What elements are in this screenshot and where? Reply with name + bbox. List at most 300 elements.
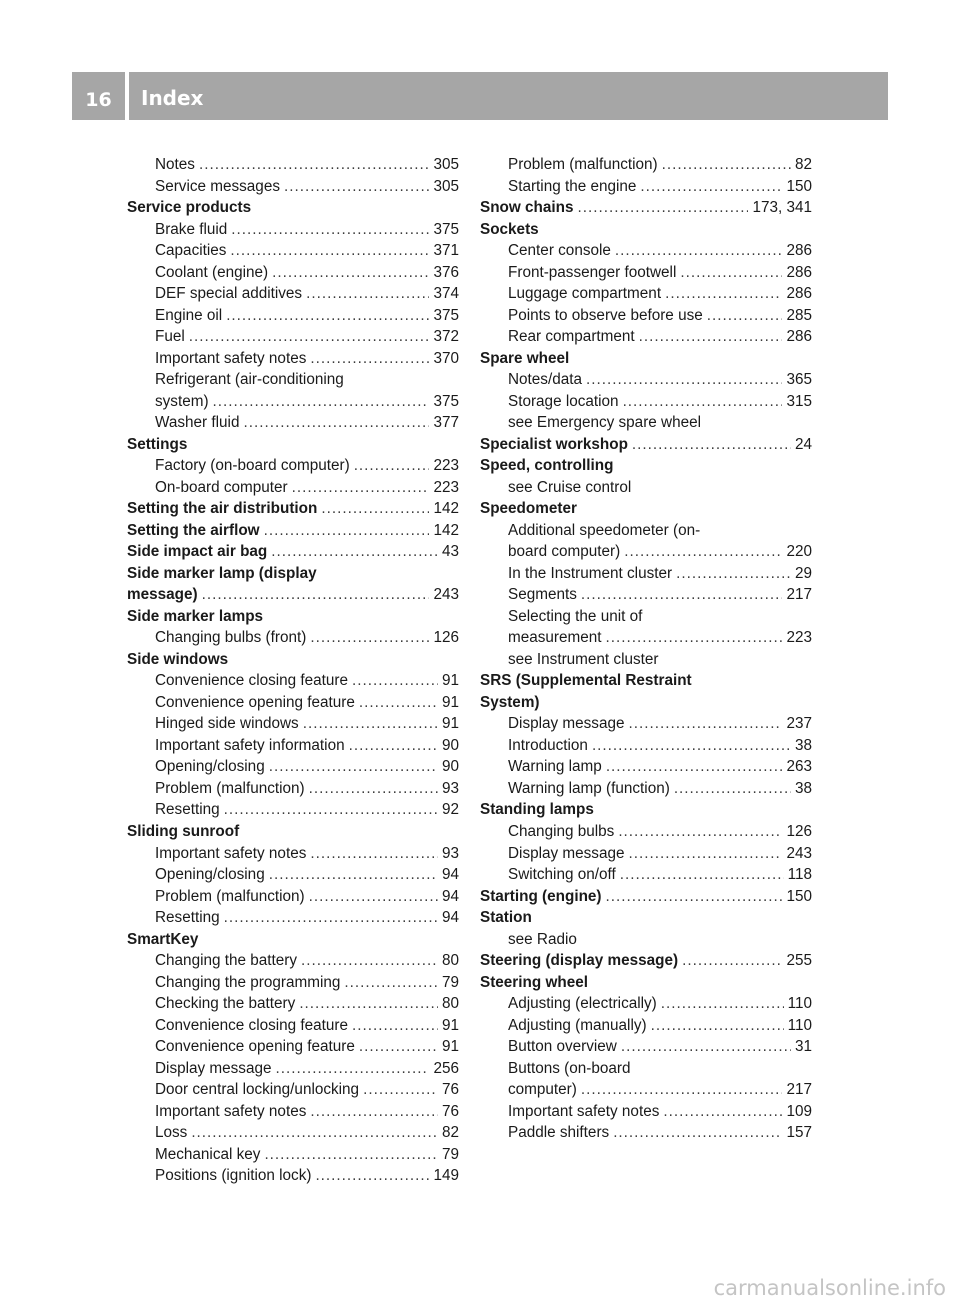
index-subentry [480,477,812,499]
dot-leader [310,843,438,865]
page-reference: 243 [786,844,812,862]
index-subentry [480,520,812,542]
entry-text: DEF special additives [155,285,303,303]
dot-leader [309,778,438,800]
entry-text: Adjusting (electrically) [508,995,657,1013]
entry-text: Warning lamp [508,758,602,776]
index-subentry [480,649,812,671]
entry-text: board computer) [508,543,621,561]
dot-leader [321,498,429,520]
entry-text: Convenience opening feature [155,1038,355,1056]
dot-leader [310,627,429,649]
dot-leader [663,1101,782,1123]
index-subentry [480,713,812,735]
entry-text: Side marker lamps [127,607,264,625]
entry-text: Speed, controlling [480,457,614,475]
entry-text: Convenience closing feature [155,1016,349,1034]
index-subentry [480,1058,812,1080]
page-reference: 80 [441,952,459,970]
index-heading [480,972,812,994]
dot-leader [363,1079,438,1101]
entry-text: see Cruise control [508,478,632,496]
dot-leader [271,541,438,563]
index-heading [480,197,812,219]
dot-leader [224,799,438,821]
page-reference: 24 [794,435,812,453]
page-reference: 110 [787,1016,812,1034]
index-subentry [127,348,459,370]
index-subentry [127,993,459,1015]
entry-text: Problem (malfunction) [508,156,658,173]
page-reference: 38 [794,779,812,797]
dot-leader [676,563,791,585]
index-subentry [480,821,812,843]
entry-text: Brake fluid [155,220,228,238]
dot-leader [189,326,430,348]
index-subentry [480,735,812,757]
page-reference: 255 [786,952,812,970]
entry-text: Washer fluid [155,414,240,432]
index-subentry [127,972,459,994]
dot-leader [272,262,429,284]
dot-leader [310,348,429,370]
page-reference: 173, 341 [752,199,812,217]
dot-leader [264,520,430,542]
index-subentry [480,1036,812,1058]
entry-text: Checking the battery [155,995,296,1013]
dot-leader [624,541,782,563]
index-subentry [127,219,459,241]
index-subentry [480,1101,812,1123]
page-reference: 82 [794,156,812,173]
dot-leader [586,369,782,391]
dot-leader [199,154,430,176]
index-heading [127,498,459,520]
index-subentry [480,843,812,865]
dot-leader [628,713,782,735]
index-subentry [480,756,812,778]
dot-leader [578,197,749,219]
entry-text: Notes [155,156,195,173]
page-reference: 286 [786,328,812,346]
entry-text: Segments [508,586,577,604]
dot-leader [640,176,782,198]
index-subentry [127,778,459,800]
entry-text: Loss [155,1124,188,1142]
dot-leader [606,756,783,778]
index-subentry [480,864,812,886]
page-reference: 90 [441,736,459,754]
entry-text: Important safety notes [155,349,307,367]
page-reference: 109 [786,1102,812,1120]
page-reference: 93 [441,844,459,862]
entry-text: Station [480,909,532,927]
page-reference: 305 [433,177,459,195]
index-heading [480,799,812,821]
entry-text: Speedometer [480,500,577,518]
page-reference: 217 [786,1081,812,1099]
index-subentry [127,369,459,391]
entry-text: On-board computer [155,478,288,496]
index-column-right [480,154,812,1144]
dot-leader [618,821,782,843]
index-heading [480,950,812,972]
dot-leader [349,735,438,757]
page-reference: 375 [433,220,459,238]
index-heading [127,606,459,628]
dot-leader [620,864,784,886]
dot-leader [352,670,438,692]
dot-leader [226,305,429,327]
dot-leader [581,1079,783,1101]
page-reference: 82 [441,1124,459,1142]
page-reference: 376 [433,263,459,281]
entry-text: Fuel [155,328,185,346]
entry-text: Convenience opening feature [155,693,355,711]
index-subentry [127,735,459,757]
index-subentry [127,843,459,865]
entry-text: SRS (Supplemental Restraint [480,672,692,690]
index-subentry [127,1036,459,1058]
dot-leader [315,1165,429,1187]
entry-text: Important safety notes [508,1102,660,1120]
index-heading [127,929,459,951]
page-reference: 91 [441,672,459,690]
index-subentry [127,240,459,262]
entry-text: Steering (display message) [480,952,679,970]
entry-text: Switching on/off [508,866,616,884]
entry-text: Resetting [155,801,220,819]
entry-text: Service products [127,199,252,217]
page-reference: 149 [433,1167,459,1185]
dot-leader [191,1122,438,1144]
entry-text: system) [155,392,209,410]
page-reference: 94 [441,909,459,927]
page-number: 16 [72,72,125,120]
entry-text: Factory (on-board computer) [155,457,350,475]
entry-text: Steering wheel [480,973,588,991]
index-subentry [127,1079,459,1101]
entry-text: see Instrument cluster [508,650,659,668]
index-heading [127,197,459,219]
index-subentry [480,176,812,198]
entry-text: computer) [508,1081,577,1099]
page-reference: 94 [441,866,459,884]
dot-leader [662,154,791,176]
entry-text: Additional speedometer (on- [508,521,701,539]
page-reference: 150 [786,887,812,905]
page-reference: 79 [441,1145,459,1163]
page-reference: 375 [433,306,459,324]
entry-text: Resetting [155,909,220,927]
entry-text: Side impact air bag [127,543,268,561]
entry-text: Settings [127,435,188,453]
entry-text: Capacities [155,242,227,260]
dot-leader [615,240,783,262]
index-heading [480,907,812,929]
index-heading [127,520,459,542]
page-reference: 118 [787,866,812,884]
entry-text: Changing bulbs (front) [155,629,307,647]
page-reference: 256 [433,1059,459,1077]
index-subentry [127,262,459,284]
index-subentry [480,326,812,348]
page-reference: 377 [433,414,459,432]
dot-leader [292,477,430,499]
entry-text: Engine oil [155,306,223,324]
dot-leader [592,735,791,757]
index-subentry [480,305,812,327]
index-subentry [127,627,459,649]
entry-text: Paddle shifters [508,1124,610,1142]
dot-leader [359,1036,438,1058]
index-subentry [127,886,459,908]
dot-leader [632,434,791,456]
entry-text: Setting the airflow [127,521,260,539]
entry-text: System) [480,693,540,711]
index-subentry [127,477,459,499]
entry-text: SmartKey [127,930,199,948]
page-reference: 285 [786,306,812,324]
page-reference: 80 [441,995,459,1013]
entry-text: Service messages [155,177,280,195]
entry-text: Buttons (on-board [508,1059,631,1077]
page-reference: 150 [786,177,812,195]
page-reference: 263 [786,758,812,776]
index-subentry [480,391,812,413]
dot-leader [621,1036,791,1058]
entry-text: Hinged side windows [155,715,299,733]
dot-leader [269,756,438,778]
entry-text: Door central locking/unlocking [155,1081,360,1099]
entry-text: Sliding sunroof [127,822,240,840]
index-subentry [480,1079,812,1101]
entry-text: Warning lamp (function) [508,779,670,797]
entry-text: Adjusting (manually) [508,1016,647,1034]
entry-text: Opening/closing [155,866,265,884]
index-subentry [480,262,812,284]
page-reference: 365 [786,371,812,389]
index-subentry [127,391,459,413]
index-subentry [480,606,812,628]
entry-text: see Radio [508,930,577,948]
entry-text: Sockets [480,220,539,238]
dot-leader [352,1015,438,1037]
index-subentry [480,1122,812,1144]
entry-text: Rear compartment [508,328,635,346]
dot-leader [651,1015,784,1037]
dot-leader [264,1144,438,1166]
index-subentry [480,584,812,606]
entry-text: Storage location [508,392,619,410]
page-reference: 217 [786,586,812,604]
dot-leader [606,886,783,908]
entry-text: Coolant (engine) [155,263,269,281]
page-reference: 91 [441,715,459,733]
dot-leader [344,972,438,994]
index-heading [480,670,812,692]
entry-text: Center console [508,242,611,260]
page-reference: 223 [433,478,459,496]
page-reference: 375 [433,392,459,410]
dot-leader [231,219,429,241]
index-subentry [480,1015,812,1037]
entry-text: Problem (malfunction) [155,779,305,797]
page-reference: 286 [786,263,812,281]
entry-text: Display message [508,844,625,862]
entry-text: Setting the air distribution [127,500,318,518]
page-reference: 79 [441,973,459,991]
page-reference: 371 [433,242,459,260]
index-subentry [127,907,459,929]
dot-leader [661,993,784,1015]
entry-text: Changing the programming [155,973,341,991]
dot-leader [306,283,429,305]
index-heading [480,498,812,520]
page-reference: 157 [786,1124,812,1142]
page-reference: 126 [433,629,459,647]
index-heading [127,649,459,671]
dot-leader [628,843,782,865]
page-reference: 374 [433,285,459,303]
dot-leader [680,262,782,284]
dot-leader [303,713,438,735]
entry-text: see Emergency spare wheel [508,414,702,432]
dot-leader [202,584,430,606]
page-reference: 76 [441,1102,459,1120]
index-subentry [127,176,459,198]
page-reference: 142 [433,521,459,539]
index-subentry [127,864,459,886]
entry-text: Side windows [127,650,229,668]
watermark: carmanualsonline.info [713,1276,946,1300]
entry-text: Important safety information [155,736,345,754]
dot-leader [213,391,430,413]
index-subentry [480,993,812,1015]
entry-text: Front-passenger footwell [508,263,677,281]
index-subentry [127,455,459,477]
entry-text: Luggage compartment [508,285,662,303]
page-reference: 110 [787,995,812,1013]
entry-text: Convenience closing feature [155,672,349,690]
page-reference: 243 [433,586,459,604]
dot-leader [674,778,791,800]
page-reference: 220 [786,543,812,561]
index-subentry [127,713,459,735]
index-subentry [480,541,812,563]
dot-leader [606,627,783,649]
dot-leader [354,455,430,477]
dot-leader [230,240,429,262]
entry-text: Specialist workshop [480,435,628,453]
entry-text: Display message [155,1059,272,1077]
dot-leader [581,584,783,606]
index-column-left [127,154,459,1187]
page-reference: 142 [433,500,459,518]
page-reference: 91 [441,693,459,711]
index-subentry [127,692,459,714]
index-subentry [127,670,459,692]
dot-leader [639,326,783,348]
dot-leader [359,692,438,714]
page-reference: 92 [441,801,459,819]
index-subentry [480,563,812,585]
page-reference: 94 [441,887,459,905]
index-heading [127,821,459,843]
page-reference: 91 [441,1038,459,1056]
index-subentry [480,412,812,434]
page-reference: 223 [433,457,459,475]
index-subentry [480,627,812,649]
page-reference: 305 [433,156,459,173]
index-heading [127,541,459,563]
dot-leader [613,1122,782,1144]
entry-text: Changing bulbs [508,822,615,840]
dot-leader [275,1058,429,1080]
page-reference: 370 [433,349,459,367]
index-subentry [127,1144,459,1166]
dot-leader [623,391,783,413]
index-subentry [127,1015,459,1037]
entry-text: Selecting the unit of [508,607,643,625]
page-reference: 90 [441,758,459,776]
entry-text: Snow chains [480,199,574,217]
entry-text: message) [127,586,198,604]
index-subentry [127,305,459,327]
index-subentry [127,799,459,821]
page-reference: 126 [786,822,812,840]
page-reference: 43 [441,543,459,561]
entry-text: Positions (ignition lock) [155,1167,312,1185]
dot-leader [682,950,782,972]
index-subentry [480,369,812,391]
index-heading [480,692,812,714]
entry-text: Display message [508,715,625,733]
index-heading [127,434,459,456]
page-reference: 372 [433,328,459,346]
index-subentry [480,929,812,951]
dot-leader [269,864,438,886]
page-reference: 93 [441,779,459,797]
page-reference: 29 [794,564,812,582]
dot-leader [243,412,429,434]
entry-text: Standing lamps [480,801,594,819]
index-heading [480,219,812,241]
index-subentry [480,240,812,262]
index-heading [480,434,812,456]
index-subentry [127,154,459,176]
index-heading [127,584,459,606]
entry-text: In the Instrument cluster [508,564,673,582]
index-heading [480,348,812,370]
dot-leader [309,886,438,908]
index-heading [480,886,812,908]
index-subentry [127,283,459,305]
dot-leader [299,993,438,1015]
index-subentry [127,1101,459,1123]
index-subentry [127,326,459,348]
entry-text: Starting the engine [508,177,637,195]
dot-leader [224,907,438,929]
page-reference: 31 [794,1038,812,1056]
entry-text: Refrigerant (air-conditioning [155,371,344,389]
entry-text: Spare wheel [480,349,570,367]
page-reference: 38 [794,736,812,754]
page-reference: 286 [786,285,812,303]
page-title: Index [129,72,888,120]
dot-leader [310,1101,438,1123]
entry-text: Important safety notes [155,1102,307,1120]
